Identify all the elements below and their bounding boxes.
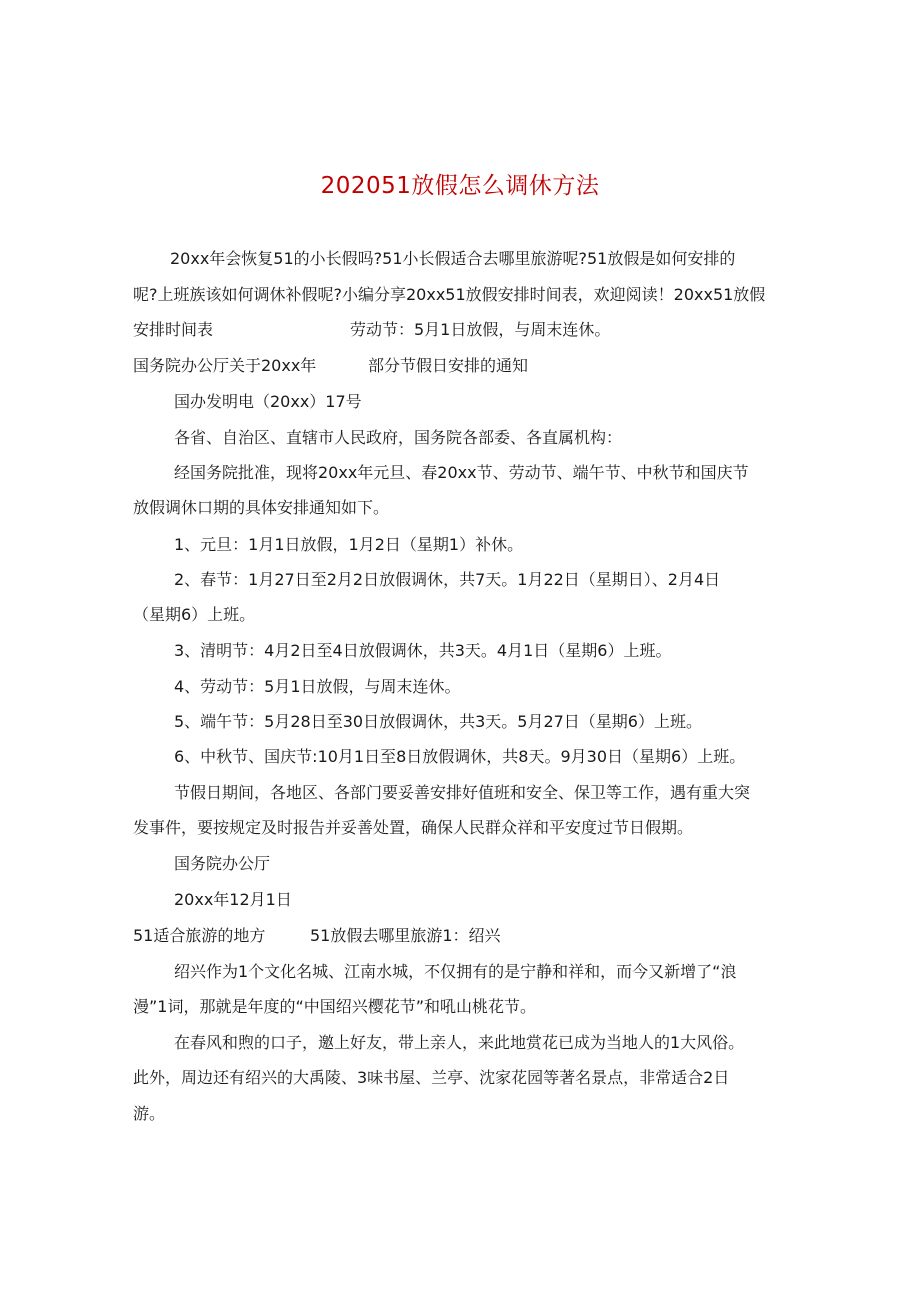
notice-item-4: 4、劳动节：5月1日放假，与周末连休。 xyxy=(174,677,461,696)
intro-line-3-left: 安排时间表 xyxy=(133,320,214,339)
travel-heading-left: 51适合旅游的地方 xyxy=(133,926,266,945)
notice-signature: 国务院办公厅 xyxy=(174,854,271,873)
notice-item-5: 5、端午节：5月28日至30日放假调休，共3天。5月27日（星期6）上班。 xyxy=(174,712,702,731)
notice-item-2-line-1: 2、春节：1月27日至2月2日放假调休，共7天。1月22日（星期日）、2月4日 xyxy=(174,570,721,589)
notice-item-1: 1、元旦：1月1日放假，1月2日（星期1）补休。 xyxy=(174,535,524,554)
notice-title-left: 国务院办公厅关于20xx年 xyxy=(133,356,317,375)
notice-doc-number: 国办发明电（20xx）17号 xyxy=(174,392,362,411)
intro-line-3-right: 劳动节：5月1日放假，与周末连休。 xyxy=(350,320,611,339)
travel-paragraph-2-line-3: 游。 xyxy=(133,1104,166,1123)
notice-title-right: 部分节假日安排的通知 xyxy=(368,356,529,375)
notice-closing-line-1: 节假日期间，各地区、各部门要妥善安排好值班和安全、保卫等工作，遇有重大突 xyxy=(174,783,751,802)
travel-paragraph-2-line-1: 在春风和煦的口子，邀上好友，带上亲人，来此地赏花已成为当地人的1大风俗。 xyxy=(174,1033,745,1052)
travel-paragraph-2-line-2: 此外，周边还有绍兴的大禹陵、3味书屋、兰亭、沈家花园等著名景点，非常适合2日 xyxy=(133,1068,730,1087)
document-title: 202051放假怎么调休方法 xyxy=(320,173,600,199)
notice-body-line-2: 放假调休口期的具体安排通知如下。 xyxy=(133,498,390,517)
notice-closing-line-2: 发事件，要按规定及时报告并妥善处置，确保人民群众祥和平安度过节日假期。 xyxy=(133,818,694,837)
travel-paragraph-1-line-2: 漫”1词，那就是年度的“中国绍兴樱花节”和吼山桃花节。 xyxy=(133,997,537,1016)
notice-date: 20xx年12月1日 xyxy=(174,890,292,909)
travel-heading-right: 51放假去哪里旅游1：绍兴 xyxy=(310,926,501,945)
intro-line-1: 20xx年会恢复51的小长假吗?51小长假适合去哪里旅游呢?51放假是如何安排的 xyxy=(170,249,736,268)
notice-item-2-line-2: （星期6）上班。 xyxy=(133,605,256,624)
notice-item-3: 3、清明节：4月2日至4日放假调休，共3天。4月1日（星期6）上班。 xyxy=(174,641,672,660)
notice-addressee: 各省、自治区、直辖市人民政府，国务院各部委、各直属机构： xyxy=(174,428,623,447)
travel-paragraph-1-line-1: 绍兴作为1个文化名城、江南水城，不仅拥有的是宁静和祥和，而今又新增了“浪 xyxy=(174,962,737,981)
notice-item-6: 6、中秋节、国庆节:10月1日至8日放假调休，共8天。9月30日（星期6）上班。 xyxy=(174,747,746,766)
intro-line-2: 呢?上班族该如何调休补假呢?小编分享20xx51放假安排时间表，欢迎阅读！20xx51放假 xyxy=(133,285,766,304)
notice-body-line-1: 经国务院批准，现将20xx年元旦、春20xx节、劳动节、端午节、中秋节和国庆节 xyxy=(174,463,749,482)
